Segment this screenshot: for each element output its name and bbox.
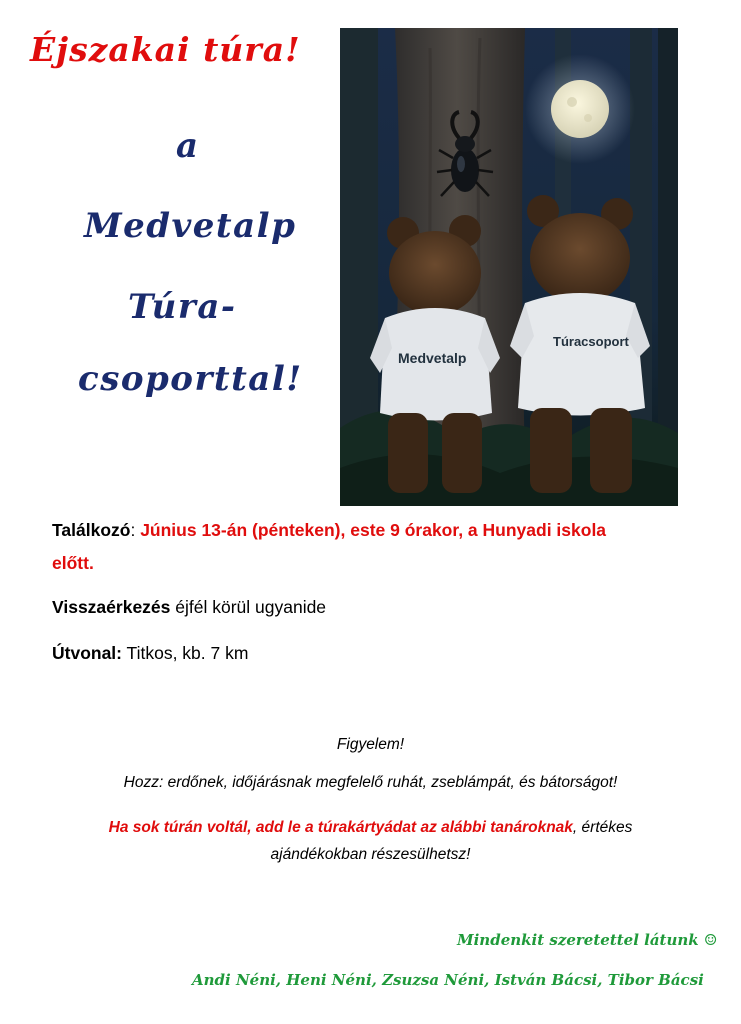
signature-greeting: Mindenkit szeretettel látunk ☺ <box>457 931 718 949</box>
shirt-label-right: Túracsoport <box>553 334 629 349</box>
notice-heading: Figyelem! <box>336 736 405 753</box>
meeting-label: Találkozó <box>52 520 131 540</box>
meeting-value-2: előtt. <box>52 553 94 573</box>
notice-card-red: Ha sok túrán voltál, add le a túrakártyádat az alábbi tanároknak <box>108 819 573 836</box>
meeting-line-2 <box>52 553 94 574</box>
title-line-5: csoporttal! <box>78 359 303 399</box>
meeting-value-1: Június 13-án (pénteken), este 9 órakor, a Hunyadi iskola <box>140 520 607 540</box>
title-line-1: Éjszakai túra! <box>30 30 301 69</box>
notice-bring: Hozz: erdőnek, időjárásnak megfelelő ruhát, zseblámpát, és bátorságot! <box>123 774 618 791</box>
route-value: Titkos, kb. 7 km <box>122 643 249 663</box>
shirt-label-left: Medvetalp <box>398 350 467 366</box>
title-line-2: a <box>176 126 200 166</box>
poster-image <box>340 28 678 506</box>
notice-card-line-1 <box>40 819 701 837</box>
route-label: Útvonal: <box>52 643 122 663</box>
route-line <box>52 643 248 664</box>
return-label: Visszaérkezés <box>52 597 171 617</box>
title-line-4: Túra- <box>128 287 237 327</box>
notice-card-rest: , értékes <box>572 819 633 836</box>
meeting-sep: : <box>130 520 141 540</box>
return-line <box>52 597 326 618</box>
signature-names: Andi Néni, Heni Néni, Zsuzsa Néni, István Bácsi, Tibor Bácsi <box>192 971 704 989</box>
meeting-line-1 <box>52 520 606 541</box>
notice-card-line-2: ajándékokban részesülhetsz! <box>270 846 471 863</box>
title-line-3: Medvetalp <box>84 206 297 246</box>
return-value: éjfél körül ugyanide <box>170 597 327 617</box>
